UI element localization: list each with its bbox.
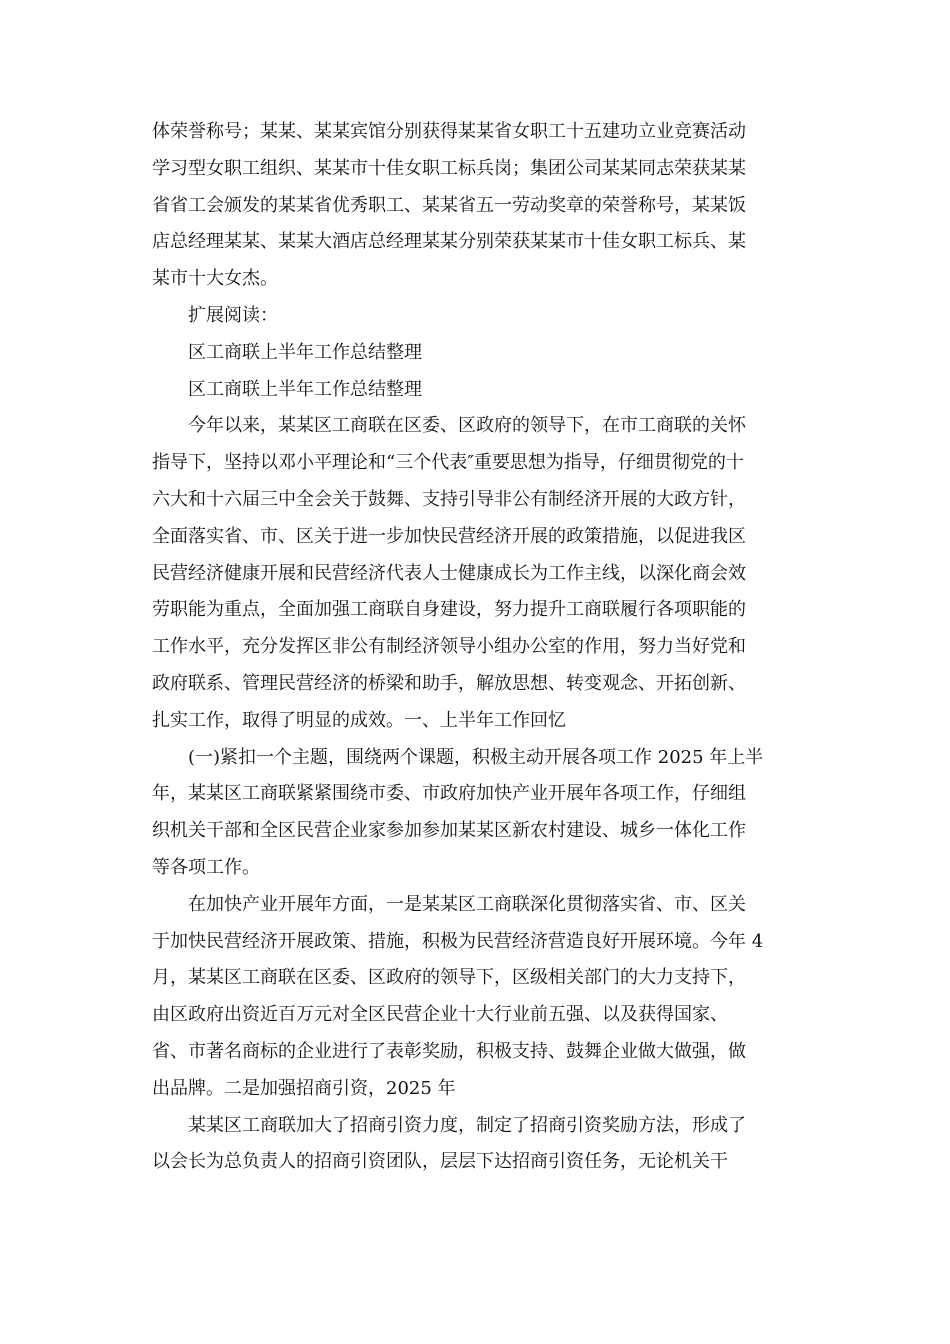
paragraph-extended-reading bbox=[152, 298, 792, 335]
text-line: 民营经济健康开展和民营经济代表人士健康成长为工作主线，以深化商会效 bbox=[152, 562, 746, 584]
text-line: 年，某某区工商联紧紧围绕市委、市政府加快产业开展年各项工作，仔细组 bbox=[152, 783, 746, 805]
text-line: 体荣誉称号；某某、某某宾馆分别获得某某省女职工十五建功立业竞赛活动 bbox=[152, 121, 746, 142]
text-line: 省、市著名商标的企业进行了表彰奖励，积极支持、鼓舞企业做大做强，做 bbox=[152, 1040, 746, 1062]
paragraph-title-1 bbox=[152, 335, 792, 372]
text-line: 扩展阅读： bbox=[188, 304, 278, 326]
text-line: 学习型女职工组织、某某市十佳女职工标兵岗；集团公司某某同志荣获某某 bbox=[152, 157, 746, 179]
text-line: 全面落实省、市、区关于进一步加快民营经济开展的政策措施，以促进我区 bbox=[152, 525, 746, 547]
text-line: 劳职能为重点，全面加强工商联自身建设，努力提升工商联履行各项职能的 bbox=[152, 599, 746, 621]
text-line: 某市十大女杰。 bbox=[152, 268, 278, 290]
text-line: 政府联系、管理民营经济的桥梁和助手，解放思想、转变观念、开拓创新、 bbox=[152, 672, 746, 694]
text-line: 出品牌。二是加强招商引资，2025 年 bbox=[152, 1077, 456, 1099]
text-line: 织机关干部和全区民营企业家参加参加某某区新农村建设、城乡一体化工作 bbox=[152, 820, 746, 842]
text-line: 某某区工商联加大了招商引资力度，制定了招商引资奖励方法，形成了 bbox=[188, 1114, 746, 1136]
paragraph-industry-year bbox=[152, 887, 792, 1108]
text-line: 由区政府出资近百万元对全区民营企业十大行业前五强、以及获得国家、 bbox=[152, 1004, 728, 1026]
paragraph-honors-continued bbox=[152, 114, 792, 298]
text-line: 六大和十六届三中全会关于鼓舞、支持引导非公有制经济开展的大政方针， bbox=[152, 488, 746, 510]
text-line: 月，某某区工商联在区委、区政府的领导下，区级相关部门的大力支持下， bbox=[152, 967, 746, 989]
document-body bbox=[152, 114, 792, 1181]
text-line: 在加快产业开展年方面，一是某某区工商联深化贯彻落实省、市、区关 bbox=[188, 893, 746, 915]
text-line: 工作水平，充分发挥区非公有制经济领导小组办公室的作用，努力当好党和 bbox=[152, 636, 746, 658]
text-line: 今年以来，某某区工商联在区委、区政府的领导下，在市工商联的关怀 bbox=[188, 415, 746, 437]
text-line: 等各项工作。 bbox=[152, 856, 260, 878]
paragraph-intro bbox=[152, 408, 792, 739]
paragraph-investment bbox=[152, 1108, 792, 1182]
text-line: 指导下，坚持以邓小平理论和“三个代表″重要思想为指导，仔细贯彻党的十 bbox=[152, 452, 744, 474]
text-line: (一)紧扣一个主题，围绕两个课题，积极主动开展各项工作 2025 年上半 bbox=[188, 746, 764, 768]
text-line: 以会长为总负责人的招商引资团队，层层下达招商引资任务，无论机关干 bbox=[152, 1151, 728, 1173]
paragraph-title-2 bbox=[152, 372, 792, 409]
text-line: 店总经理某某、某某大酒店总经理某某分别荣获某某市十佳女职工标兵、某 bbox=[152, 231, 746, 253]
paragraph-section-one bbox=[152, 740, 792, 887]
text-line: 扎实工作，取得了明显的成效。一、上半年工作回忆 bbox=[152, 709, 566, 731]
text-line: 区工商联上半年工作总结整理 bbox=[188, 378, 422, 400]
text-line: 于加快民营经济开展政策、措施，积极为民营经济营造良好开展环境。今年 4 bbox=[152, 930, 764, 952]
text-line: 省省工会颁发的某某省优秀职工、某某省五一劳动奖章的荣誉称号，某某饭 bbox=[152, 194, 746, 216]
text-line: 区工商联上半年工作总结整理 bbox=[188, 341, 422, 363]
